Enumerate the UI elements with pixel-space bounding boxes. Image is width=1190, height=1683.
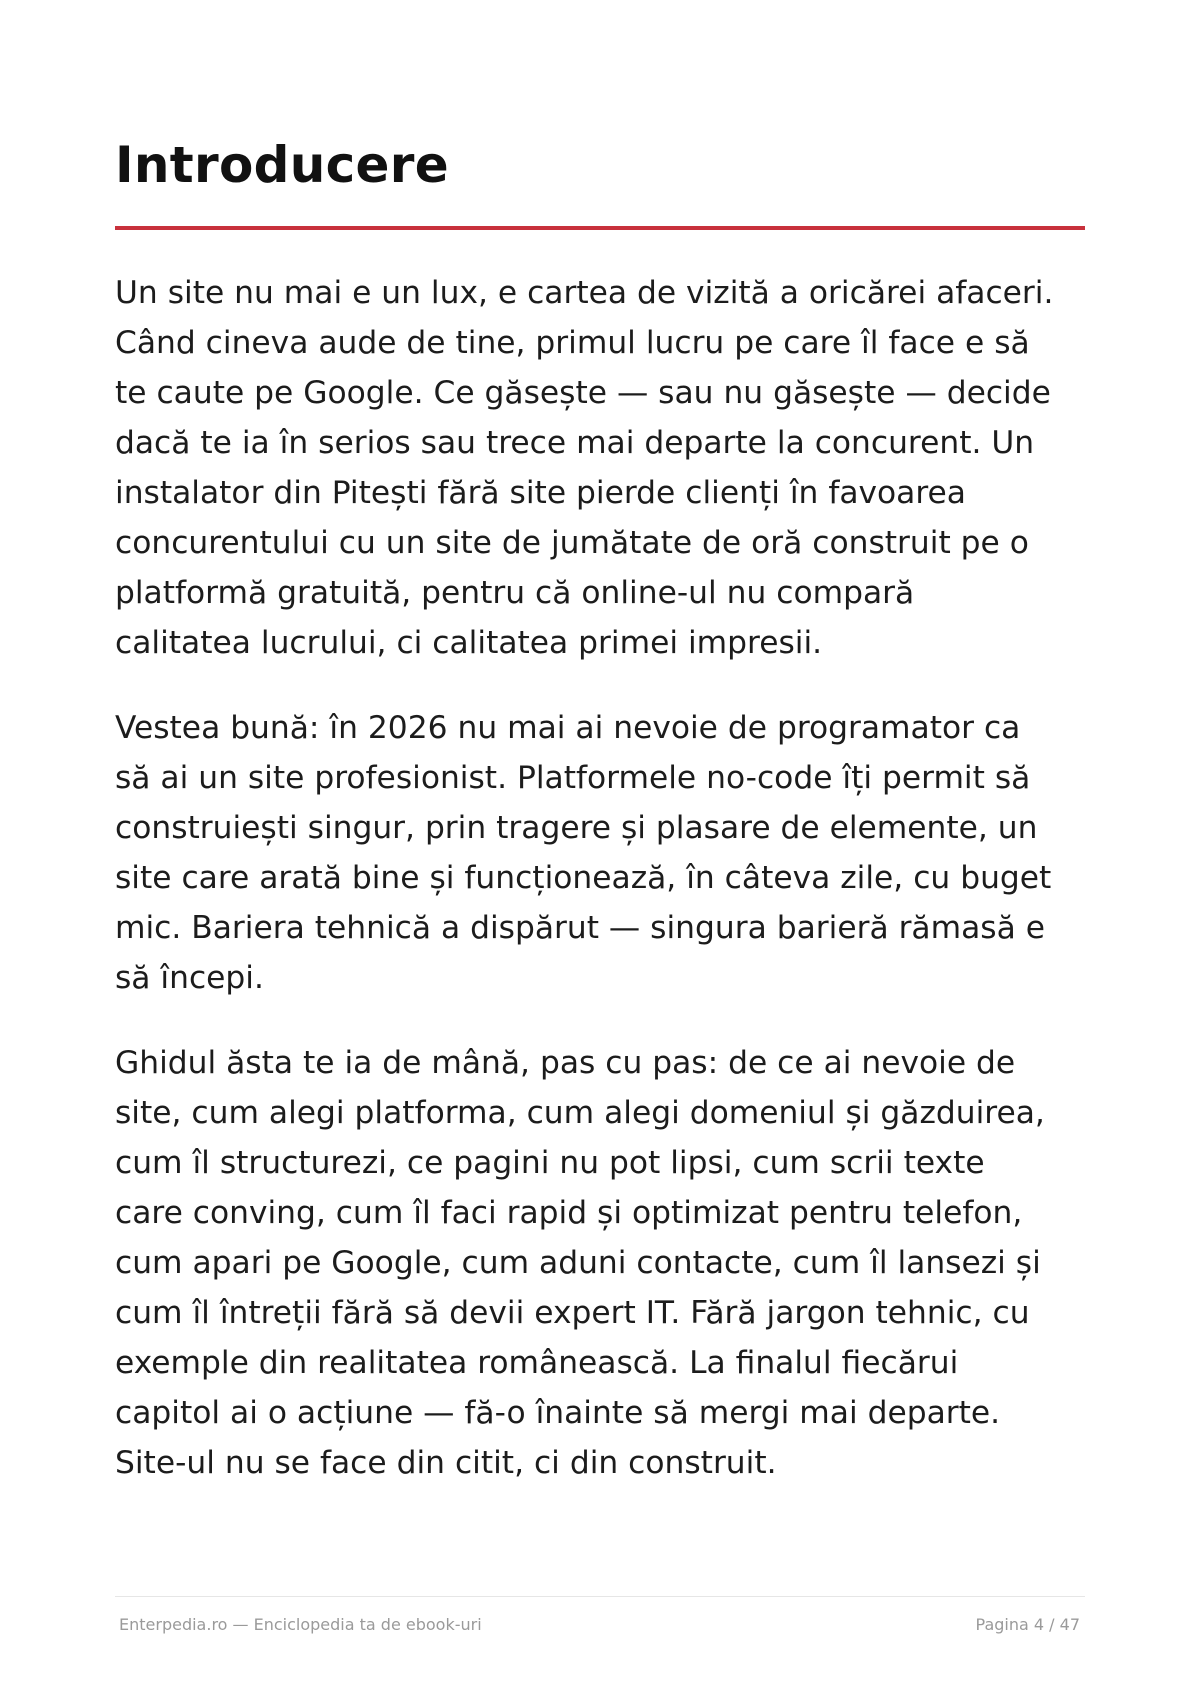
page-number: Pagina 4 / 47: [975, 1615, 1080, 1634]
title-underline-rule: [115, 226, 1085, 230]
paragraph-line: platformă gratuită, pentru că online-ul nu compară: [115, 575, 915, 611]
paragraph-line: să începi.: [115, 960, 264, 996]
paragraph-line: Un site nu mai e un lux, e cartea de vizită a oricărei afaceri.: [115, 275, 1054, 311]
paragraph-line: calitatea lucrului, ci calitatea primei impresii.: [115, 625, 823, 661]
paragraph-line: te caute pe Google. Ce găsește — sau nu găsește — decide: [115, 375, 1051, 411]
paragraph-line: cum îl întreții fără să devii expert IT. Fără jargon tehnic, cu: [115, 1295, 1030, 1331]
chapter-title: Introducere: [115, 136, 449, 194]
paragraph-line: concurentului cu un site de jumătate de oră construit pe o: [115, 525, 1029, 561]
paragraph-1: [115, 268, 1090, 668]
paragraph-line: site care arată bine și funcționează, în câteva zile, cu buget: [115, 860, 1052, 896]
paragraph-line: construiești singur, prin tragere și plasare de elemente, un: [115, 810, 1038, 846]
paragraph-line: Vestea bună: în 2026 nu mai ai nevoie de programator ca: [115, 710, 1021, 746]
paragraph-line: mic. Bariera tehnică a dispărut — singura barieră rămasă e: [115, 910, 1045, 946]
paragraph-line: site, cum alegi platforma, cum alegi domeniul și găzduirea,: [115, 1095, 1045, 1131]
paragraph-line: exemple din realitatea românească. La finalul fiecărui: [115, 1345, 959, 1381]
paragraph-line: Ghidul ăsta te ia de mână, pas cu pas: de ce ai nevoie de: [115, 1045, 1016, 1081]
document-page: [115, 0, 1085, 1683]
paragraph-line: Când cineva aude de tine, primul lucru pe care îl face e să: [115, 325, 1030, 361]
paragraph-3: [115, 1038, 1090, 1488]
paragraph-line: Site-ul nu se face din citit, ci din construit.: [115, 1445, 777, 1481]
paragraph-line: capitol ai o acțiune — fă-o înainte să mergi mai departe.: [115, 1395, 1001, 1431]
paragraph-line: care conving, cum îl faci rapid și optimizat pentru telefon,: [115, 1195, 1023, 1231]
paragraph-line: cum îl structurezi, ce pagini nu pot lipsi, cum scrii texte: [115, 1145, 985, 1181]
footer-publisher: Enterpedia.ro — Enciclopedia ta de ebook-uri: [119, 1615, 482, 1634]
paragraph-line: instalator din Pitești fără site pierde clienți în favoarea: [115, 475, 966, 511]
footer-divider: [115, 1596, 1085, 1597]
paragraph-line: să ai un site profesionist. Platformele no-code îți permit să: [115, 760, 1031, 796]
paragraph-2: [115, 703, 1090, 1003]
paragraph-line: cum apari pe Google, cum aduni contacte, cum îl lansezi și: [115, 1245, 1041, 1281]
paragraph-line: dacă te ia în serios sau trece mai departe la concurent. Un: [115, 425, 1035, 461]
